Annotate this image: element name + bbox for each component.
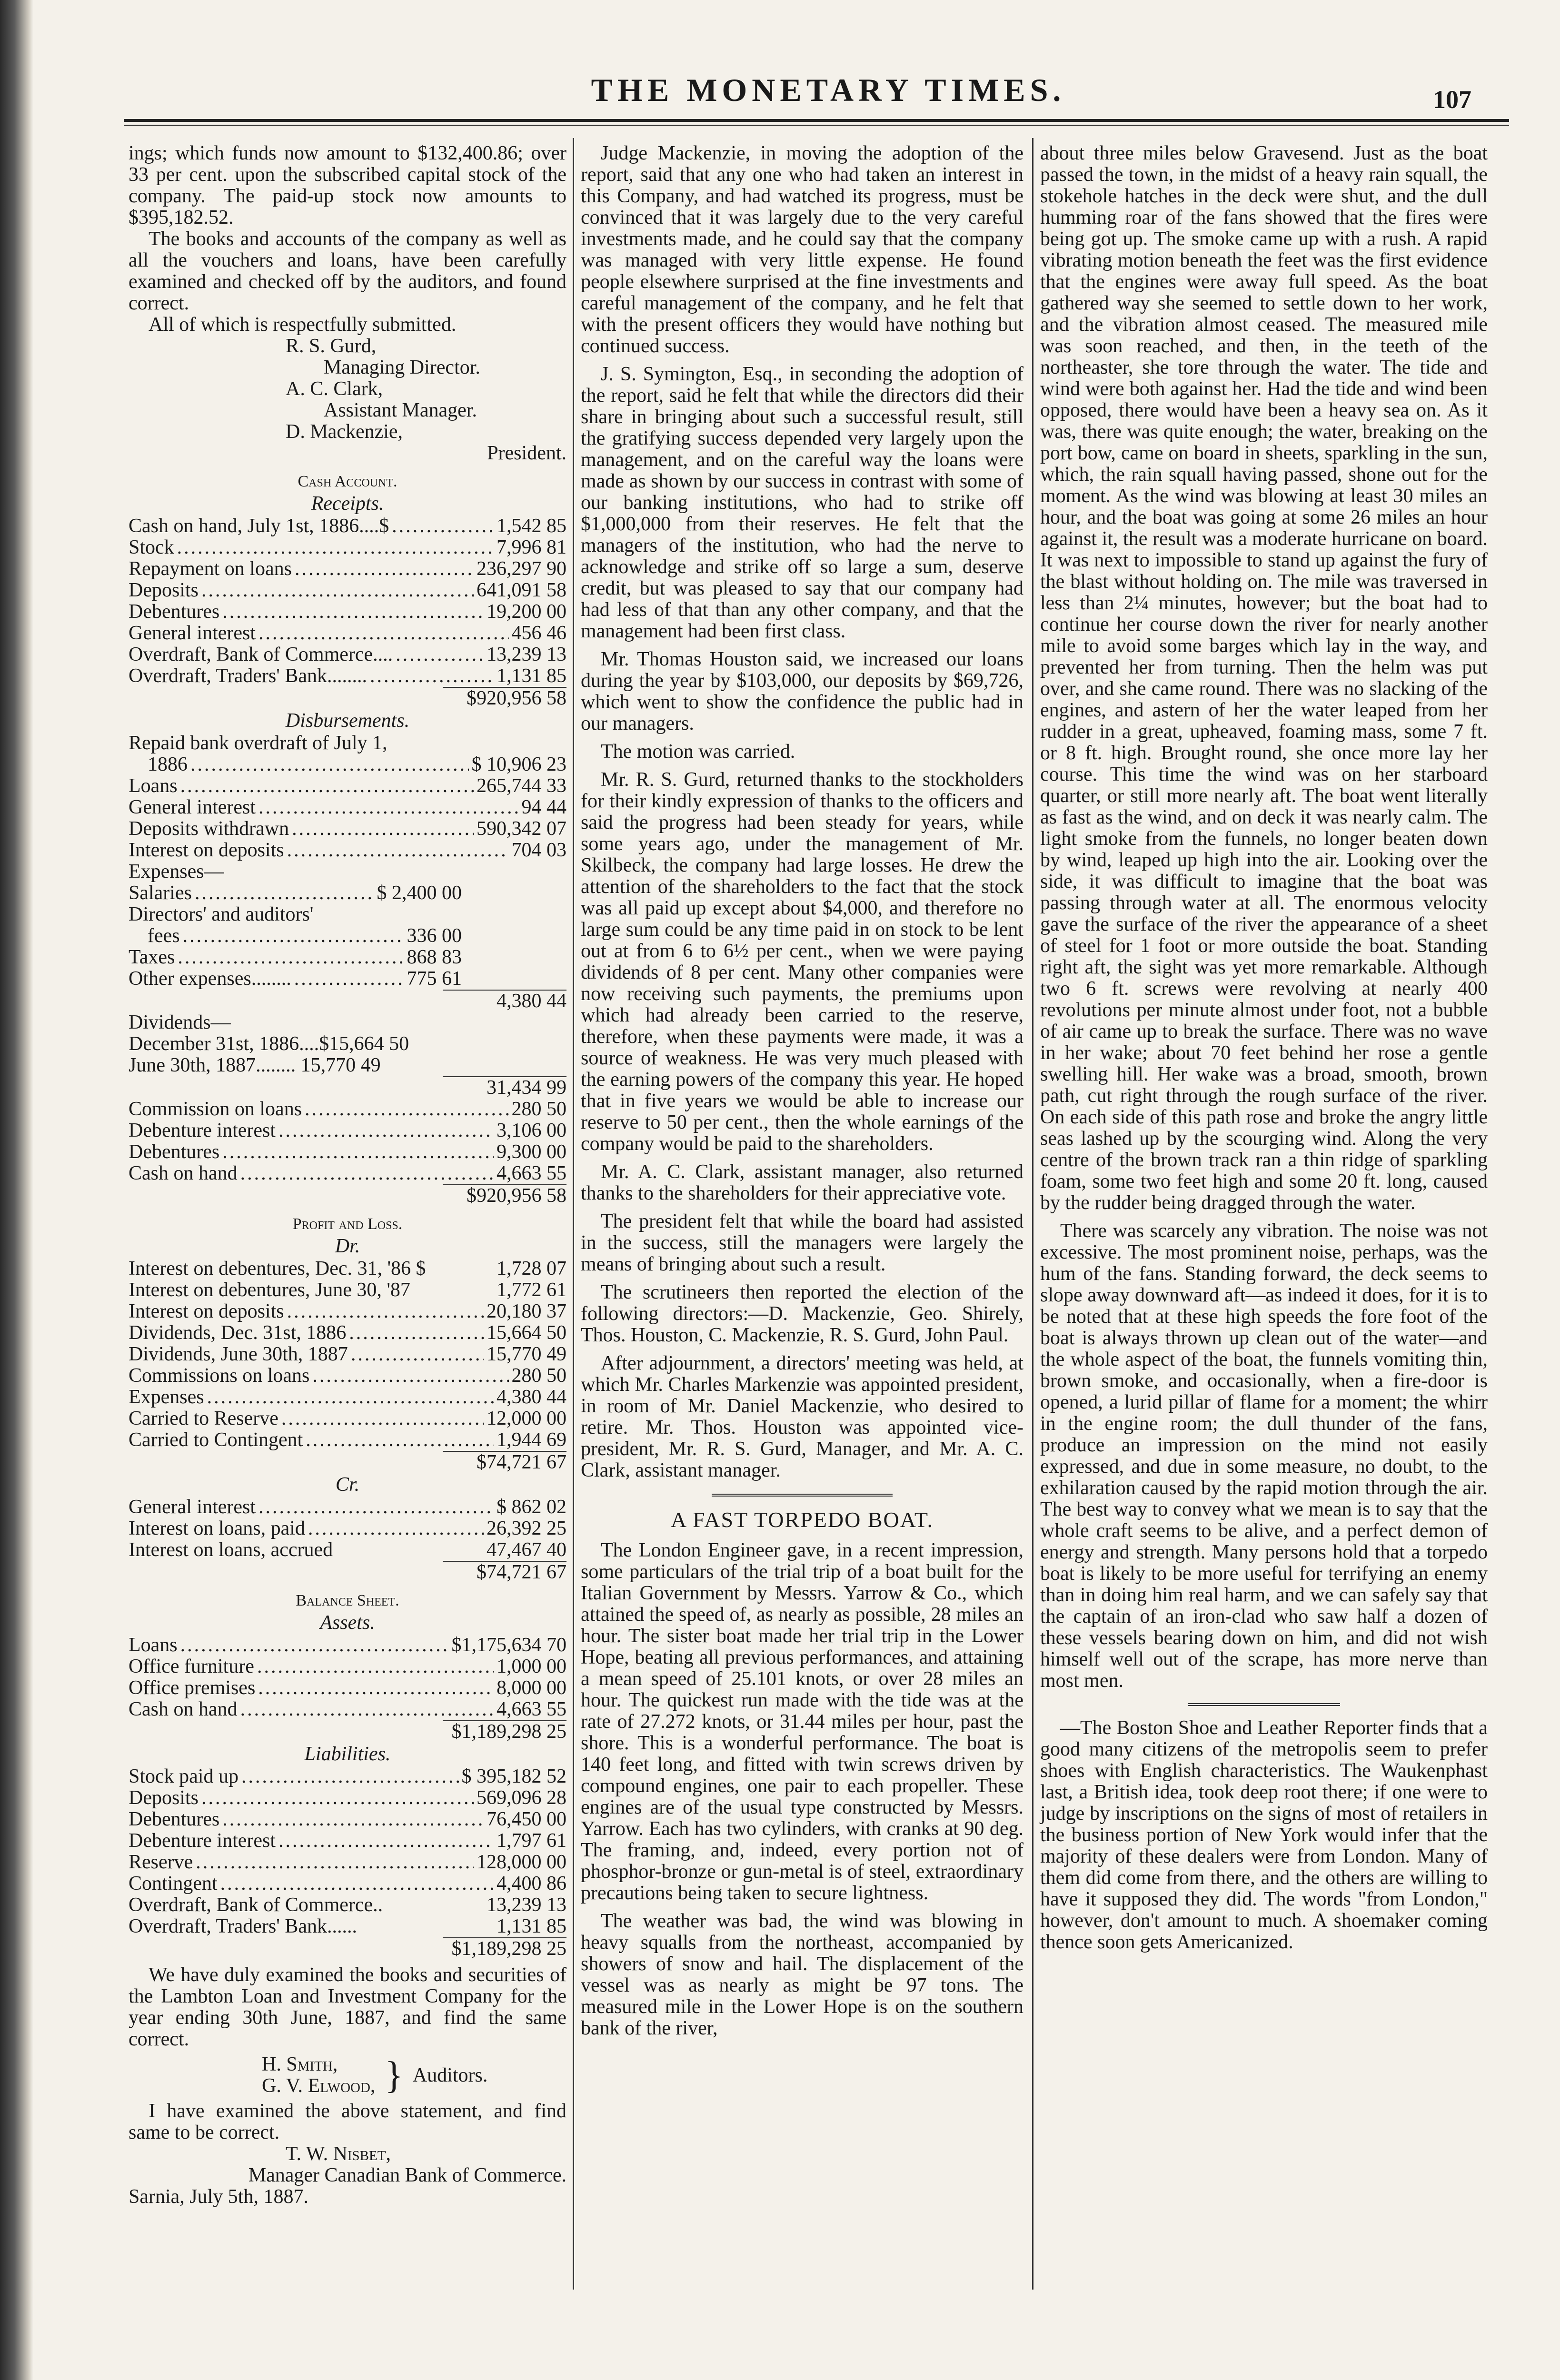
- ledger-amount: 128,000 00: [477, 1851, 566, 1873]
- torpedo-continued-paragraph: about three miles below Gravesend. Just as the boat passed the town, in the midst of a heavy rain squall, the stokehole hatches in the deck were shut, and the dull humming roar of the fans showed that the fires were being got up. The smoke came up with a rush. A rapid vibrating motion beneath the feet was the first evidence that the engines were away full speed. As the boat gathered way she seemed to settle down to her work, and the vibration almost ceased. The measured mile was soon reached, and then, in the teeth of the northeaster, she tore through the water. The tide and wind were both against her. Had the tide and wind been opposed, there would have been a heavy sea on. As it was, there was quite enough; the water, breaking on the port bow, came on board in sheets, sparkling in the sun, which, the rain squall having passed, shone out for the moment. As the wind was blowing at least 30 miles an hour, and the boat was going at some 26 miles an hour against it, the result was a moderate hurricane on board. It was next to impossible to stand up against the fury of the blast without holding on. The mile was traversed in less than 2¼ minutes, however; but the boat had to continue her course down the river for nearly another mile to avoid some barges which lay in the way, and prevented her from turning. Then the helm was put over, and she came round. There was no slacking of the engines, and astern of her the water leaped from her rudder in a great, upheaved, foaming mass, some 7 ft. or 8 ft. high. Brought round, she once more lay her course. This time the wind was on her starboard quarter, or still more nearly aft. The boat went literally as fast as the wind, and on deck it was nearly calm. The light smoke from the funnels, no longer beaten down by wind, leaped up high into the air. Looking over the side, it was difficult to imagine that the boat was passing through water at all. The enormous velocity gave the surface of the river the appearance of a sheet of steel for 1 foot or more outside the boat. Standing right aft, the sight was yet more remarkable. Although two 6 ft. screws were revolving at nearly 400 revolutions per minute almost under foot, not a bubble of air came up to break the surface. There was no wave in her wake; about 70 feet behind her rose a gentle swelling hill. Her wake was a broad, smooth, brown path, cut right through the rough surface of the river. On each side of this path rose and broke the angry little seas lashed up by the scourging wind. Along the very centre of the brown track ran a thin ridge of sparkling foam, some two feet high and some 20 ft. long, caused by the rudder being dragged through the water.: [1040, 142, 1488, 1214]
- ledger-label: Overdraft, Traders' Bank........: [129, 665, 367, 687]
- balance-sheet-heading: Balance Sheet.: [296, 1592, 399, 1609]
- leader-dots: [258, 797, 518, 818]
- leader-dots: [278, 1830, 494, 1852]
- meeting-paragraph: Mr. A. C. Clark, assistant manager, also returned thanks to the shareholders for their appreciative vote.: [581, 1161, 1023, 1204]
- assets-heading: Assets.: [320, 1612, 375, 1634]
- column-divider: [573, 138, 574, 2290]
- ledger-line: [129, 665, 566, 687]
- leader-dots: [180, 775, 474, 797]
- ledger-line: [129, 1852, 566, 1873]
- expenses-label: Expenses—: [129, 861, 224, 883]
- leader-dots: [292, 818, 474, 840]
- ledger-line: [129, 1141, 566, 1163]
- ledger-amount: 15,664 50: [487, 1322, 566, 1344]
- ledger-line: [129, 516, 566, 537]
- bank-manager-statement: I have examined the above statement, and find same to be correct.: [129, 2100, 566, 2143]
- column-divider: [1032, 138, 1033, 2290]
- ledger-label: Deposits: [129, 579, 199, 601]
- leader-dots: [241, 1766, 459, 1787]
- leader-dots: [392, 516, 494, 537]
- ledger-amount: $ 2,400 00: [377, 882, 462, 904]
- ledger-label: Cash on hand: [129, 1698, 238, 1720]
- ledger-line: [129, 558, 566, 580]
- ledger-amount: 76,450 00: [487, 1808, 566, 1830]
- leader-dots: [351, 1344, 484, 1365]
- ledger-label: Salaries: [129, 882, 192, 904]
- ledger-line: [129, 1301, 566, 1322]
- ledger-amount: 1,131 85: [497, 665, 566, 687]
- leader-dots: [222, 1141, 494, 1163]
- ledger-label: Office furniture: [129, 1656, 254, 1677]
- ledger-amount: 1,944 69: [497, 1429, 566, 1451]
- ledger-label: Carried to Reserve: [129, 1408, 278, 1429]
- ledger-line: [129, 1365, 566, 1387]
- dr-heading: Dr.: [335, 1235, 360, 1257]
- dividends-label: Dividends—: [129, 1012, 231, 1033]
- ledger-label: General interest: [129, 1496, 256, 1518]
- ledger-amount: 569,096 28: [477, 1787, 566, 1809]
- dividend-line: December 31st, 1886....$15,664 50: [129, 1033, 409, 1055]
- ledger-amount: 12,000 00: [487, 1408, 566, 1429]
- receipts-heading: Receipts.: [311, 493, 384, 515]
- ledger-line: [129, 968, 462, 990]
- signer-title: President.: [487, 442, 566, 464]
- leader-dots: [306, 1429, 494, 1451]
- ledger-label: Overdraft, Traders' Bank......: [129, 1915, 357, 1937]
- ledger-label: Interest on deposits: [129, 839, 284, 861]
- expenses-total: 4,380 44: [497, 990, 566, 1012]
- profit-loss-heading: Profit and Loss.: [292, 1215, 403, 1233]
- ledger-label: Deposits withdrawn: [129, 818, 289, 840]
- leader-dots: [180, 1635, 449, 1656]
- ledger-amount: 280 50: [511, 1098, 566, 1120]
- ledger-label: Stock paid up: [129, 1765, 238, 1787]
- ledger-label: Interest on loans, accrued: [129, 1539, 333, 1561]
- leader-dots: [281, 1408, 484, 1429]
- leader-dots: [370, 665, 494, 687]
- leader-dots: [177, 537, 494, 558]
- ledger-amount: 13,239 13: [487, 1894, 566, 1916]
- bank-manager-name: T. W. Nisbet,: [286, 2143, 391, 2165]
- ledger-line: [129, 1699, 566, 1720]
- ledger-label: Cash on hand, July 1st, 1886....$: [129, 515, 389, 537]
- ledger-label: Interest on debentures, Dec. 31, '86 $: [129, 1258, 426, 1279]
- ledger-line: [129, 818, 566, 840]
- ledger-label: Reserve: [129, 1851, 193, 1873]
- ledger-line: [129, 623, 566, 644]
- ledger-label: General interest: [129, 622, 256, 644]
- ledger-line: [129, 1677, 566, 1699]
- meeting-paragraph: The motion was carried.: [601, 741, 795, 763]
- report-intro: ings; which funds now amount to $132,400.86; over 33 per cent. upon the subscribed capital stock of the company. The paid-up stock now amounts to $395,182.52.: [129, 142, 566, 228]
- ledger-line: [129, 601, 566, 623]
- dr-total: $74,721 67: [477, 1451, 566, 1473]
- leader-dots: [295, 558, 474, 580]
- ledger-label: Dividends, Dec. 31st, 1886: [129, 1322, 347, 1344]
- dividend-line: June 30th, 1887........ 15,770 49: [129, 1054, 381, 1076]
- leader-dots: [196, 1852, 474, 1873]
- ledger-line: [129, 1429, 566, 1451]
- page-number: 107: [1433, 85, 1471, 114]
- disbursement-first-label: Repaid bank overdraft of July 1,: [129, 732, 388, 754]
- ledger-label: Expenses: [129, 1386, 204, 1408]
- ledger-line: [148, 754, 566, 775]
- meeting-paragraph: The president felt that while the board had assisted in the success, still the managers were largely the means of bringing about such a result.: [581, 1210, 1023, 1275]
- ledger-line: [129, 1916, 566, 1937]
- ledger-label: Carried to Contingent: [129, 1429, 303, 1451]
- ledger-line: [129, 1279, 566, 1301]
- ledger-line: [129, 1258, 566, 1279]
- ledger-amount: $ 395,182 52: [461, 1765, 566, 1787]
- masthead-title: THE MONETARY TIMES.: [591, 72, 1066, 108]
- leader-dots: [222, 601, 484, 623]
- ledger-amount: 4,663 55: [497, 1162, 566, 1184]
- brace-glyph: }: [385, 2054, 403, 2096]
- meeting-paragraph: Mr. R. S. Gurd, returned thanks to the stockholders for their kindly expression of thanks to the officers and said the progress had been steady for years, while some years ago, under the management of Mr. Skilbeck, the company had large losses. He drew the attention of the shareholders to the fact that the stock was all paid up except about $4,000, and therefore no large sum could be any time paid in on stock to be lent out at from 6 to 6½ per cent., when we were paying dividends of 8 per cent. Many other companies were now receiving such payments, the premiums upon which had already been carried to the reserve, therefore, when these payments were made, it was a source of weakness. He was very much pleased with the earning powers of the company this year. He hoped that in five years we would be able to increase our reserve to 50 per cent., then the whole earnings of the company would be paid to the shareholders.: [581, 769, 1023, 1155]
- ledger-label: Debenture interest: [129, 1830, 276, 1852]
- ledger-label: Debentures: [129, 1808, 220, 1830]
- ledger-line: [129, 1635, 566, 1656]
- ledger-label: Taxes: [129, 946, 175, 968]
- ledger-amount: 26,392 25: [487, 1517, 566, 1539]
- ledger-amount: 590,342 07: [477, 818, 566, 840]
- ledger-amount: 775 61: [407, 968, 462, 990]
- ledger-line: [129, 775, 566, 797]
- ledger-label: Interest on debentures, June 30, '87: [129, 1279, 410, 1301]
- leader-dots: [287, 840, 509, 861]
- ledger-amount: 9,300 00: [497, 1141, 566, 1163]
- page-binding-edge: [0, 0, 33, 2380]
- ledger-line: [129, 1656, 566, 1677]
- leader-dots: [222, 1809, 484, 1830]
- ledger-line: [129, 1830, 566, 1852]
- ledger-line: [129, 1787, 566, 1809]
- header-rule-thin: [124, 125, 1509, 126]
- ledger-amount: 1,131 85: [497, 1915, 566, 1937]
- section-separator: [712, 1494, 893, 1497]
- ledger-amount: 1,797 61: [497, 1830, 566, 1852]
- ledger-amount: 47,467 40: [487, 1539, 566, 1561]
- ledger-amount: 7,996 81: [497, 536, 566, 558]
- cr-total: $74,721 67: [477, 1561, 566, 1583]
- cr-heading: Cr.: [335, 1474, 360, 1496]
- ledger-line: [129, 1873, 566, 1894]
- ledger-amount: 456 46: [511, 622, 566, 644]
- ledger-line: [129, 1497, 566, 1518]
- disbursements-heading: Disbursements.: [285, 710, 410, 732]
- ledger-label: Office premises: [129, 1677, 256, 1699]
- disbursements-total: $920,956 58: [467, 1185, 566, 1207]
- leader-dots: [207, 1387, 494, 1408]
- leader-dots: [396, 644, 484, 665]
- leader-dots: [178, 947, 404, 968]
- auditors-label: Auditors.: [412, 2064, 488, 2086]
- ledger-amount: 1,728 07: [497, 1258, 566, 1279]
- ledger-line: [129, 925, 462, 947]
- ledger-line: [129, 1387, 566, 1408]
- ledger-label: Stock: [129, 536, 174, 558]
- ledger-label: General interest: [129, 796, 256, 818]
- ledger-amount: 236,297 90: [477, 558, 566, 580]
- meeting-paragraph: Mr. Thomas Houston said, we increased our loans during the year by $103,000, our deposits by $69,726, which went to show the confidence the public had in our managers.: [581, 648, 1023, 734]
- ledger-label: Contingent: [129, 1873, 218, 1894]
- meeting-paragraph: The scrutineers then reported the election of the following directors:—D. Mackenzie, Geo. Shirely, Thos. Houston, C. Mackenzie, R. S. Gurd, John Paul.: [581, 1281, 1023, 1346]
- liabilities-heading: Liabilities.: [304, 1743, 391, 1765]
- ledger-line: [129, 1099, 566, 1120]
- liabilities-total: $1,189,298 25: [451, 1938, 566, 1960]
- ledger-amount: 19,200 00: [487, 601, 566, 623]
- leader-dots: [294, 968, 404, 990]
- leader-dots: [349, 1322, 484, 1344]
- leader-dots: [190, 754, 469, 775]
- auditors-signatures: [129, 2054, 566, 2097]
- ledger-label: Repayment on loans: [129, 558, 292, 580]
- leader-dots: [240, 1699, 494, 1720]
- report-paragraph: All of which is respectfully submitted.: [149, 314, 457, 336]
- ledger-line: [129, 1766, 566, 1787]
- ledger-amount: 13,239 13: [487, 644, 566, 665]
- leader-dots: [258, 1497, 494, 1518]
- assets-total: $1,189,298 25: [451, 1721, 566, 1743]
- leader-dots: [195, 883, 374, 904]
- ledger-line: [129, 537, 566, 558]
- leader-dots: [305, 1099, 508, 1120]
- signer-name: A. C. Clark,: [286, 378, 383, 400]
- torpedo-article-heading: A FAST TORPEDO BOAT.: [670, 1507, 934, 1532]
- ledger-line: [129, 904, 462, 925]
- ledger-line: [129, 1518, 566, 1539]
- ledger-amount: 4,380 44: [497, 1386, 566, 1408]
- ledger-label: Interest on deposits: [129, 1300, 284, 1322]
- ledger-amount: 94 44: [521, 796, 566, 818]
- ledger-amount: $1,175,634 70: [451, 1634, 566, 1656]
- ledger-line: [129, 1894, 566, 1916]
- ledger-line: [129, 883, 462, 904]
- leader-dots: [257, 1656, 494, 1677]
- section-separator: [1188, 1703, 1340, 1706]
- header-rule: [124, 119, 1509, 122]
- ledger-label: Cash on hand: [129, 1162, 238, 1184]
- ledger-amount: 1,772 61: [497, 1279, 566, 1301]
- ledger-label: Commission on loans: [129, 1098, 302, 1120]
- ledger-label: 1886: [148, 754, 188, 775]
- ledger-amount: 336 00: [407, 925, 462, 947]
- signer-title: Assistant Manager.: [324, 399, 477, 421]
- dividends-total: 31,434 99: [487, 1077, 566, 1099]
- expenses-list: [129, 883, 462, 990]
- ledger-amount: 20,180 37: [487, 1300, 566, 1322]
- ledger-label: Deposits: [129, 1787, 199, 1809]
- ledger-amount: 265,744 33: [477, 775, 566, 797]
- leader-dots: [258, 1677, 494, 1699]
- column-3: [1040, 143, 1488, 1953]
- signer-name: R. S. Gurd,: [286, 335, 377, 357]
- leader-dots: [183, 925, 404, 947]
- auditor-name: G. V. Elwood,: [262, 2075, 376, 2097]
- leader-dots: [201, 580, 474, 601]
- ledger-line: [129, 644, 566, 665]
- ledger-line: [129, 840, 566, 861]
- ledger-amount: 1,542 85: [497, 515, 566, 537]
- ledger-label: Dividends, June 30th, 1887: [129, 1343, 348, 1365]
- leader-dots: [278, 1120, 494, 1141]
- column-1: [129, 143, 566, 2208]
- ledger-line: [129, 1408, 566, 1429]
- ledger-label: Debentures: [129, 1141, 220, 1163]
- leader-dots: [201, 1787, 474, 1809]
- leader-dots: [308, 1518, 484, 1539]
- leader-dots: [312, 1365, 508, 1387]
- receipts-total: $920,956 58: [467, 687, 566, 709]
- ledger-amount: 4,663 55: [497, 1698, 566, 1720]
- report-paragraph: The books and accounts of the company as well as all the vouchers and loans, have been carefully examined and checked off by the auditors, and found correct.: [129, 228, 566, 314]
- torpedo-paragraph: The London Engineer gave, in a recent impression, some particulars of the trial trip of a boat built for the Italian Government by Messrs. Yarrow & Co., which attained the speed of, as nearly as possible, 28 miles an hour. The sister boat made her trial trip in the Lower Hope, beating all previous performances, and attaining a mean speed of 25.101 knots, or over 28 miles an hour. The quickest run made with the tide was at the rate of 27.272 knots, or 31.44 miles per hour, past the shore. This is a wonderful performance. The boat is 140 feet long, and fitted with twin screws driven by compound engines, one pair to each propeller. These engines are of the usual type constructed by Messrs. Yarrow. Each has two cylinders, with cranks at 90 deg. The framing, and, indeed, every portion not of phosphor-bronze or gun-metal is of steel, extraordinary precautions being taken to secure lightness.: [581, 1539, 1023, 1904]
- ledger-label: Loans: [129, 1634, 178, 1656]
- ledger-label: Other expenses........: [129, 968, 291, 990]
- ledger-line: [129, 1120, 566, 1141]
- signer-name: D. Mackenzie,: [286, 421, 403, 443]
- meeting-paragraph: Judge Mackenzie, in moving the adoption of the report, said that any one who had taken an interest in this Company, and had watched its progress, must be convinced that it was largely due to the very careful investments made, and he could say that the company was managed with very little expense. He found people elsewhere surprised at the fine investments and careful management of the company, and he felt that with the present officers they would have nothing but continued success.: [581, 142, 1023, 357]
- ledger-line: [129, 1344, 566, 1365]
- ledger-label: Debentures: [129, 601, 220, 623]
- ledger-label: Overdraft, Bank of Commerce..: [129, 1894, 383, 1916]
- ledger-line: [129, 797, 566, 818]
- signer-title: Managing Director.: [324, 357, 480, 378]
- ledger-amount: 8,000 00: [497, 1677, 566, 1699]
- ledger-amount: 15,770 49: [487, 1343, 566, 1365]
- ledger-label: Interest on loans, paid: [129, 1517, 305, 1539]
- ledger-label: Overdraft, Bank of Commerce....: [129, 644, 393, 665]
- meeting-paragraph: J. S. Symington, Esq., in seconding the adoption of the report, said he felt that while the directors did their share in bringing about such a successful result, still the gratifying success depended very largely upon the management, and on the careful way the loans were made as shown by our success in contrast with some of our banking institutions, who had to strike off $1,000,000 from their reserves. He felt that the managers of the institution, who had the nerve to acknowledge and strike off so large a sum, deserve credit, but was pleased to say that our company had had less of that than any other company, and that the management had been first class.: [581, 363, 1023, 642]
- leader-dots: [287, 1301, 484, 1322]
- signatories: [129, 336, 566, 464]
- torpedo-paragraph: The weather was bad, the wind was blowing in heavy squalls from the northeast, accompanied by showers of snow and hail. The displacement of the vessel was as nearly as might be 97 tons. The measured mile in the Lower Hope is on the southern bank of the river,: [581, 1910, 1023, 2039]
- auditors-statement: We have duly examined the books and securities of the Lambton Loan and Investment Company for the year ending 30th June, 1887, and find the same correct.: [129, 1964, 566, 2050]
- ledger-amount: 3,106 00: [497, 1120, 566, 1141]
- ledger-label: Debenture interest: [129, 1120, 276, 1141]
- ledger-label: Directors' and auditors': [129, 903, 314, 925]
- ledger-line: [129, 1809, 566, 1830]
- ledger-amount: 704 03: [511, 839, 566, 861]
- receipts-list: [129, 516, 566, 687]
- auditor-name: H. Smith,: [262, 2053, 338, 2075]
- column-2: [581, 143, 1023, 2039]
- ledger-line: [129, 580, 566, 601]
- torpedo-continued-paragraph: There was scarcely any vibration. The noise was not excessive. The most prominent noise, perhaps, was the hum of the fans. Standing forward, the deck seems to slope away downward aft—as indeed it does, for it is to be noted that at these high speeds the fore foot of the boat is always thrown up clean out of the water—and the whole aspect of the boat, the funnels vomiting thin, brown smoke, and occasionally, when a fire-door is opened, a lurid pillar of flame for a moment; the whirr in the engine room; the dull thunder of the fans, produce an impression on the mind not easily expressed, and due in some measure, no doubt, to the exhilaration caused by the rapid motion through the air. The best way to convey what we mean is to say that the whole craft seems to be alive, and a perfect demon of energy and strength. Many persons hold that a torpedo boat is likely to be more useful for terrifying an enemy than in doing him real harm, and we can safely say that the captain of an iron-clad who saw half a dozen of these vessels bearing down on him, and did not wish himself well out of the scrape, has more nerve than most men.: [1040, 1220, 1488, 1692]
- disbursements-list: [129, 754, 566, 775]
- leader-dots: [220, 1873, 494, 1894]
- ledger-line: [129, 1322, 566, 1344]
- ledger-label: Loans: [129, 775, 178, 797]
- ledger-amount: 280 50: [511, 1365, 566, 1387]
- ledger-amount: $ 862 02: [497, 1496, 566, 1518]
- boston-shoe-paragraph: —The Boston Shoe and Leather Reporter finds that a good many citizens of the metropolis seem to prefer shoes with English characteristics. The Waukenphast last, a British idea, took deep root there; if one were to judge by inscriptions on the signs of most of retailers in the business portion of New York would infer that the majority of these dealers were from London. Many of them did come from there, and the others are willing to have it supposed they did. The words "from London," however, don't amount to much. A shoemaker coming thence soon gets Americanized.: [1040, 1717, 1488, 1953]
- leader-dots: [240, 1163, 494, 1184]
- ledger-amount: $ 10,906 23: [471, 754, 566, 775]
- ledger-amount: 4,400 86: [497, 1873, 566, 1894]
- ledger-label: Commissions on loans: [129, 1365, 310, 1387]
- leader-dots: [258, 623, 508, 644]
- ledger-line: [129, 1539, 566, 1561]
- bank-manager-title: Manager Canadian Bank of Commerce.: [248, 2164, 566, 2186]
- ledger-amount: 641,091 58: [477, 579, 566, 601]
- ledger-line: [129, 947, 462, 968]
- ledger-line: [129, 1163, 566, 1184]
- ledger-amount: 868 83: [407, 946, 462, 968]
- ledger-amount: 1,000 00: [497, 1656, 566, 1677]
- ledger-label: fees: [148, 925, 180, 947]
- meeting-paragraph: After adjournment, a directors' meeting was held, at which Mr. Charles Markenzie was appointed president, in room of Mr. Daniel Mackenzie, who desired to retire. Mr. Thos. Houston was appointed vice-president, Mr. R. S. Gurd, Manager, and Mr. A. C. Clark, assistant manager.: [581, 1352, 1023, 1481]
- cash-account-heading: Cash Account.: [298, 473, 397, 490]
- statement-date: Sarnia, July 5th, 1887.: [129, 2186, 308, 2208]
